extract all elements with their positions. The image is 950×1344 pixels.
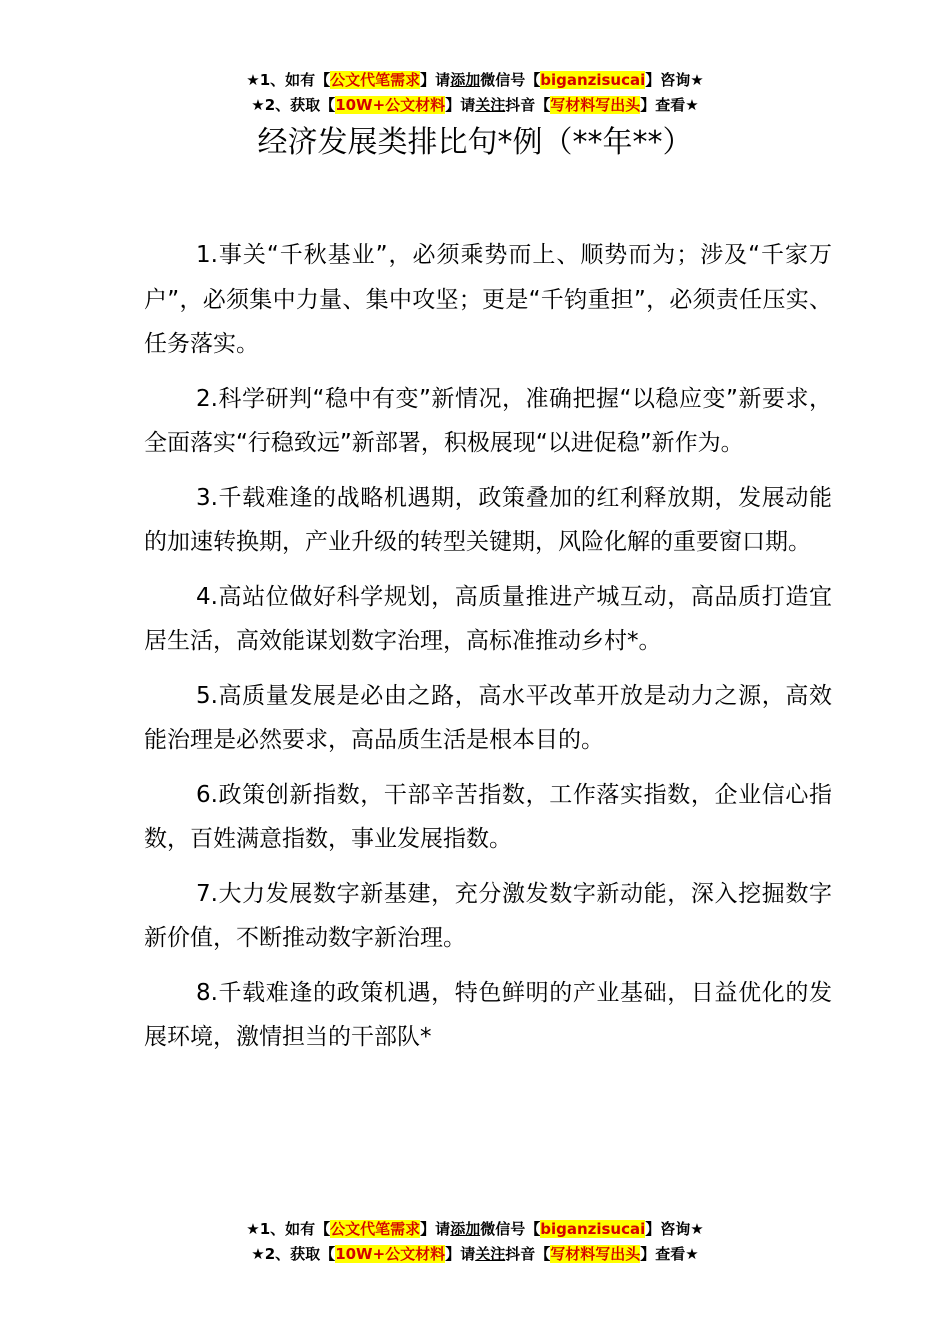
header-banner — [0, 68, 950, 118]
highlight-wechat-id: biganzisucai — [540, 71, 646, 89]
document-body — [144, 233, 832, 1070]
banner-underlined: 添加 — [450, 1220, 481, 1238]
banner-text: 】请 — [445, 1245, 476, 1263]
banner-text: 】查看★ — [640, 96, 699, 114]
banner-text: 】咨询★ — [645, 1220, 704, 1238]
banner-text: ★1、如有【 — [246, 1220, 331, 1238]
banner-line-1 — [0, 68, 950, 93]
banner-text: 抖音【 — [505, 1245, 551, 1263]
paragraph-6: 6.政策创新指数，干部辛苦指数，工作落实指数，企业信心指数，百姓满意指数，事业发展指数。 — [144, 781, 832, 852]
paragraph-8: 8.千载难逢的政策机遇，特色鲜明的产业基础，日益优化的发展环境，激情担当的干部队* — [144, 979, 832, 1050]
banner-text: 微信号【 — [480, 1220, 541, 1238]
banner-line-2 — [0, 1242, 950, 1267]
document-title: 经济发展类排比句*例（**年**） — [257, 125, 693, 160]
paragraph-7: 7.大力发展数字新基建，充分激发数字新动能，深入挖掘数字新价值，不断推动数字新治理。 — [144, 880, 832, 951]
banner-line-2 — [0, 93, 950, 118]
highlight-materials: 10W+公文材料 — [335, 1245, 446, 1263]
highlight-service: 公文代笔需求 — [330, 71, 421, 89]
banner-line-1 — [0, 1217, 950, 1242]
banner-text: 】咨询★ — [645, 71, 704, 89]
banner-text: 】请 — [420, 71, 451, 89]
highlight-wechat-id: biganzisucai — [540, 1220, 646, 1238]
paragraph-3: 3.千载难逢的战略机遇期，政策叠加的红利释放期，发展动能的加速转换期，产业升级的转型关键期，风险化解的重要窗口期。 — [144, 484, 832, 555]
footer-banner — [0, 1217, 950, 1267]
paragraph-5: 5.高质量发展是必由之路，高水平改革开放是动力之源，高效能治理是必然要求，高品质生活是根本目的。 — [144, 682, 832, 753]
banner-text: 抖音【 — [505, 96, 551, 114]
highlight-douyin: 写材料写出头 — [550, 1245, 641, 1263]
highlight-douyin: 写材料写出头 — [550, 96, 641, 114]
banner-text: ★1、如有【 — [246, 71, 331, 89]
highlight-service: 公文代笔需求 — [330, 1220, 421, 1238]
banner-underlined: 关注 — [475, 1245, 506, 1263]
banner-underlined: 添加 — [450, 71, 481, 89]
banner-text: ★2、获取【 — [251, 1245, 336, 1263]
banner-text: 微信号【 — [480, 71, 541, 89]
banner-text: 】请 — [420, 1220, 451, 1238]
banner-underlined: 关注 — [475, 96, 506, 114]
banner-text: 】请 — [445, 96, 476, 114]
paragraph-1: 1.事关“千秋基业”，必须乘势而上、顺势而为；涉及“千家万户”，必须集中力量、集中攻坚；更是“千钧重担”，必须责任压实、任务落实。 — [144, 242, 832, 357]
paragraph-2: 2.科学研判“稳中有变”新情况，准确把握“以稳应变”新要求，全面落实“行稳致远”新部署，积极展现“以进促稳”新作为。 — [144, 385, 832, 456]
banner-text: ★2、获取【 — [251, 96, 336, 114]
paragraph-4: 4.高站位做好科学规划，高质量推进产城互动，高品质打造宜居生活，高效能谋划数字治理，高标准推动乡村*。 — [144, 583, 832, 654]
highlight-materials: 10W+公文材料 — [335, 96, 446, 114]
banner-text: 】查看★ — [640, 1245, 699, 1263]
